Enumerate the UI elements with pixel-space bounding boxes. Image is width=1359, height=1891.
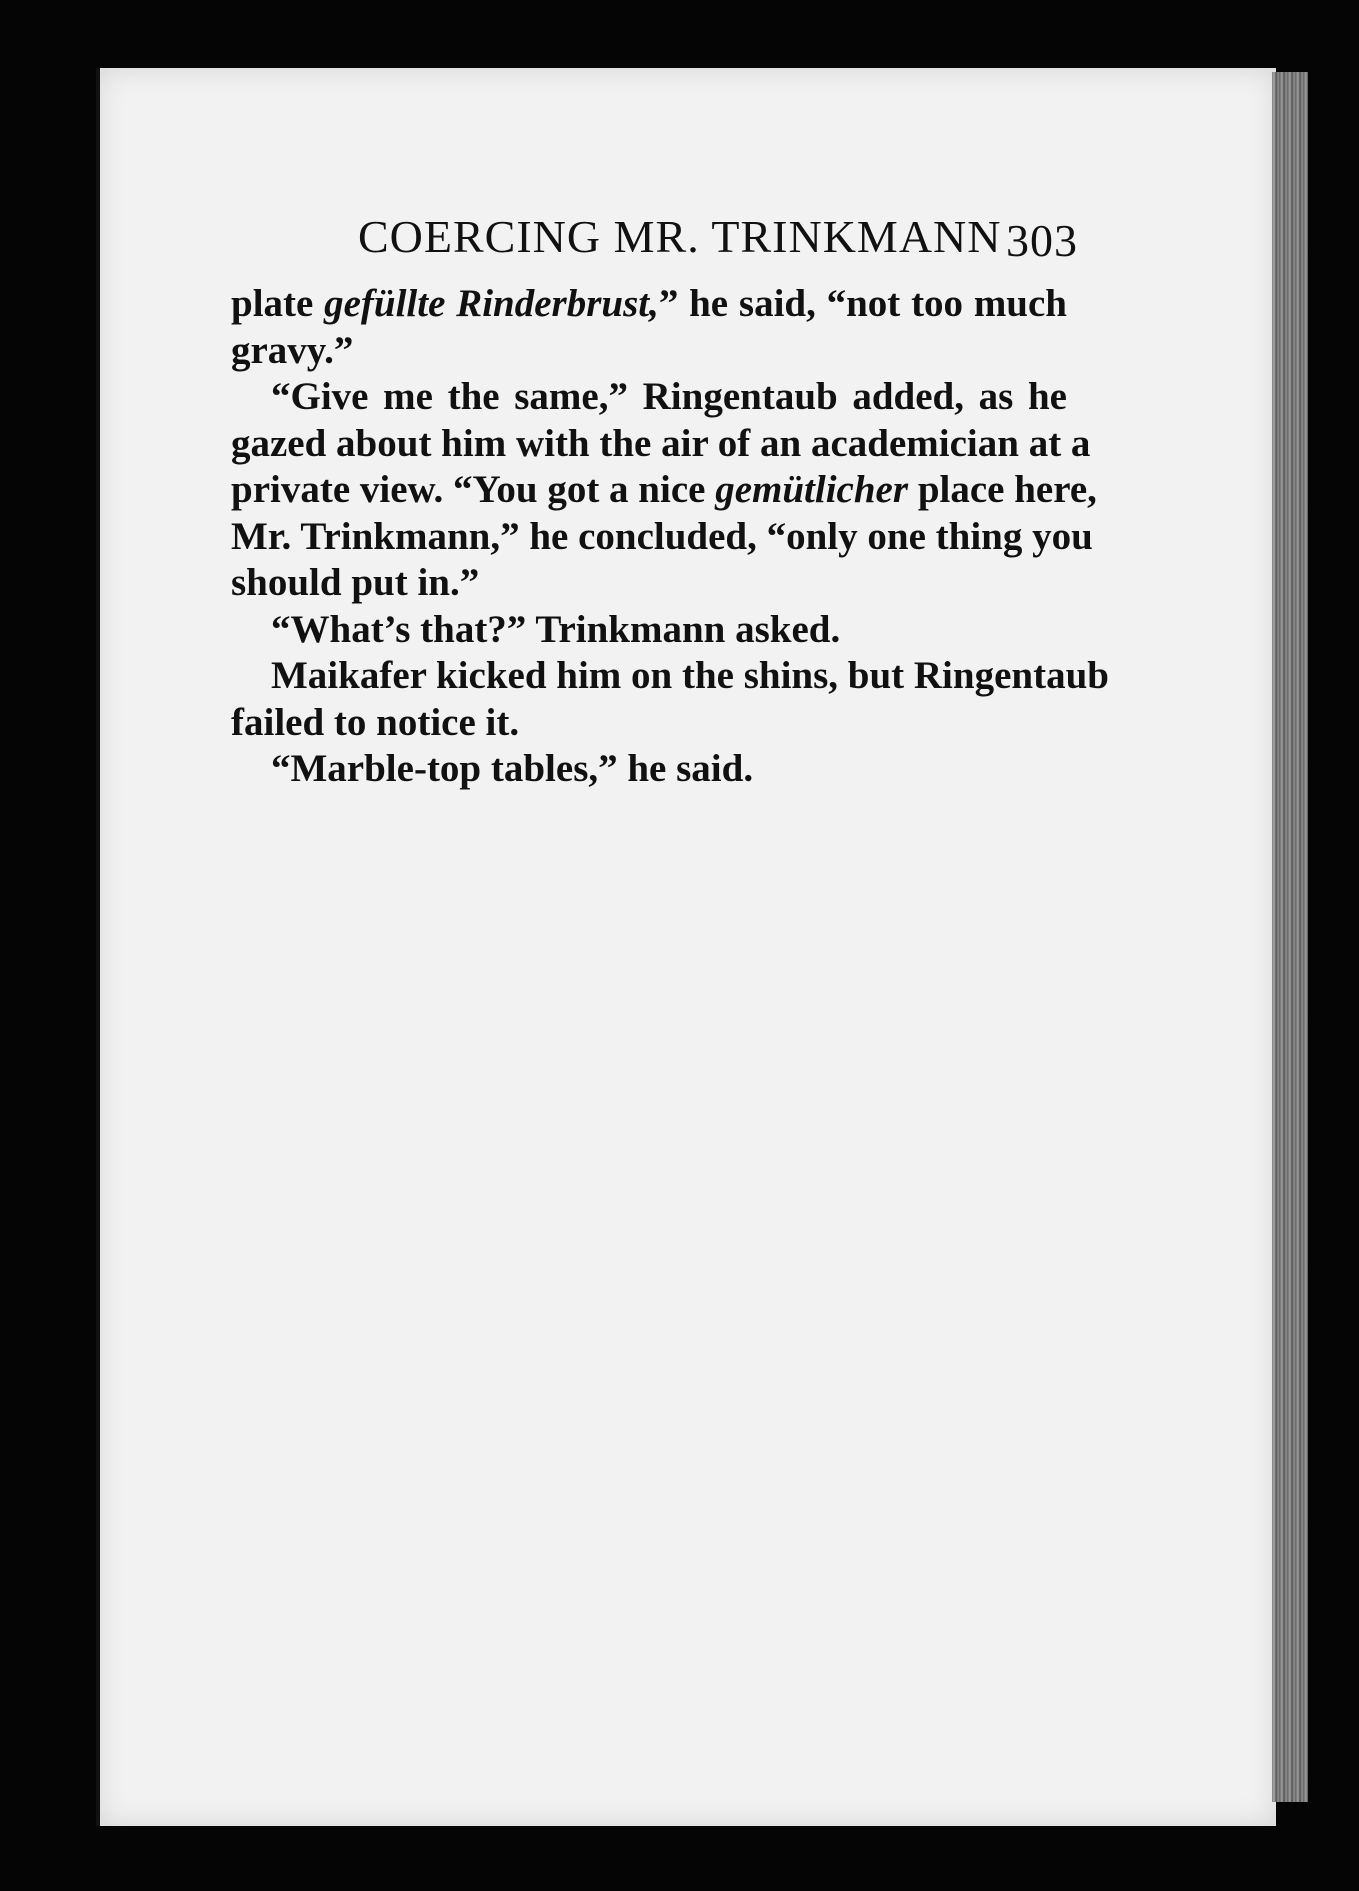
- italic-text-run: gefüllte Rinderbrust,: [324, 282, 659, 325]
- text-line: failed to notice it.: [231, 700, 520, 744]
- text-line: gravy.”: [231, 328, 354, 372]
- italic-text-run: gemütlicher: [715, 468, 909, 511]
- text-line: [231, 467, 1097, 514]
- running-head: COERCING MR. TRINKMANN: [358, 211, 1002, 262]
- text-line: should put in.”: [231, 561, 480, 604]
- page-gutter-edge: [96, 68, 100, 1826]
- text-run: plate: [231, 282, 325, 325]
- page-header: [358, 210, 1078, 270]
- text-run: private view. “You got a nice: [231, 468, 716, 511]
- text-line: Mr. Trinkmann,” he concluded, “only one thing you: [231, 514, 1093, 558]
- text-run: ” he said, “not too much: [658, 282, 1067, 325]
- page-fore-edge: [1272, 72, 1308, 1802]
- text-line: gazed about him with the air of an academician at a: [231, 421, 1091, 465]
- text-line: [231, 281, 1067, 328]
- text-line: “What’s that?” Trinkmann asked.: [271, 607, 841, 651]
- text-line: “Give me the same,” Ringentaub added, as he: [271, 375, 1067, 418]
- text-line: Maikafer kicked him on the shins, but Ringentaub: [271, 654, 1109, 697]
- page-number: 303: [1006, 215, 1078, 266]
- text-run: place here,: [908, 468, 1097, 511]
- body-text: [231, 281, 1109, 793]
- text-line: “Marble-top tables,” he said.: [271, 747, 754, 790]
